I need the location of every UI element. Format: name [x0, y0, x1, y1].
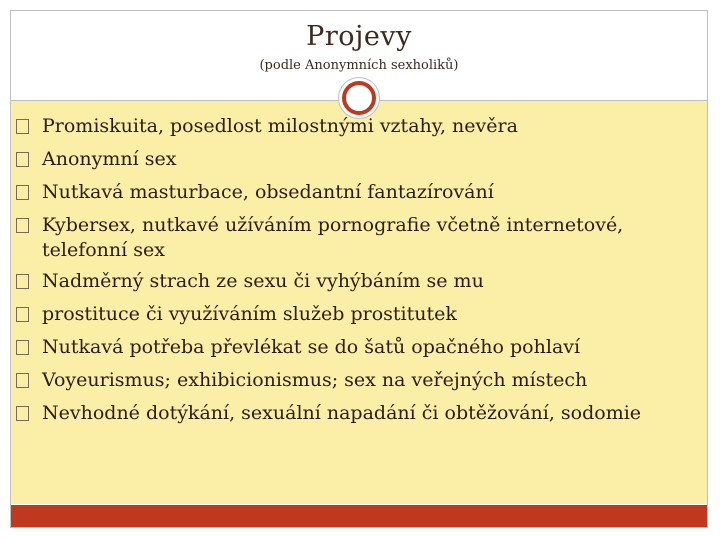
- bullet-box-icon: [16, 119, 29, 134]
- list-item: [14, 368, 690, 393]
- list-item-text: Voyeurismus; exhibicionismus; sex na veřejných místech: [42, 369, 588, 391]
- bullet-box-icon: [16, 406, 29, 421]
- bullet-box-icon: [16, 185, 29, 200]
- list-item-text: Nevhodné dotýkání, sexuální napadání či obtěžování, sodomie: [42, 402, 642, 424]
- list-item-text: Anonymní sex: [42, 148, 177, 170]
- bullet-box-icon: [16, 274, 29, 289]
- list-item: [14, 147, 690, 172]
- slide-title: Projevy: [306, 21, 412, 52]
- list-item: [14, 302, 690, 327]
- list-item: [14, 180, 690, 205]
- bullet-list: [14, 114, 690, 432]
- bullet-box-icon: [16, 373, 29, 388]
- list-item: [14, 114, 690, 139]
- list-item-text: Promiskuita, posedlost milostnými vztahy, nevěra: [42, 115, 518, 137]
- bullet-box-icon: [16, 340, 29, 355]
- footer-bar: [11, 505, 707, 527]
- list-item: [14, 213, 690, 263]
- list-item: [14, 335, 690, 360]
- slide-subtitle: (podle Anonymních sexholiků): [259, 58, 459, 73]
- list-item-text: Nadměrný strach ze sexu či vyhýbáním se mu: [42, 270, 484, 292]
- bullet-box-icon: [16, 218, 29, 233]
- circle-ornament-icon: [342, 81, 376, 115]
- list-item-text: prostituce či využíváním služeb prostitutek: [42, 303, 457, 325]
- list-item-text: Nutkavá potřeba převlékat se do šatů opačného pohlaví: [42, 336, 581, 358]
- list-item: [14, 269, 690, 294]
- list-item-text: Kybersex, nutkavé užíváním pornografie včetně internetové, telefonní sex: [42, 214, 624, 261]
- bullet-box-icon: [16, 152, 29, 167]
- list-item: [14, 401, 690, 426]
- list-item-text: Nutkavá masturbace, obsedantní fantazírování: [42, 181, 494, 203]
- bullet-box-icon: [16, 307, 29, 322]
